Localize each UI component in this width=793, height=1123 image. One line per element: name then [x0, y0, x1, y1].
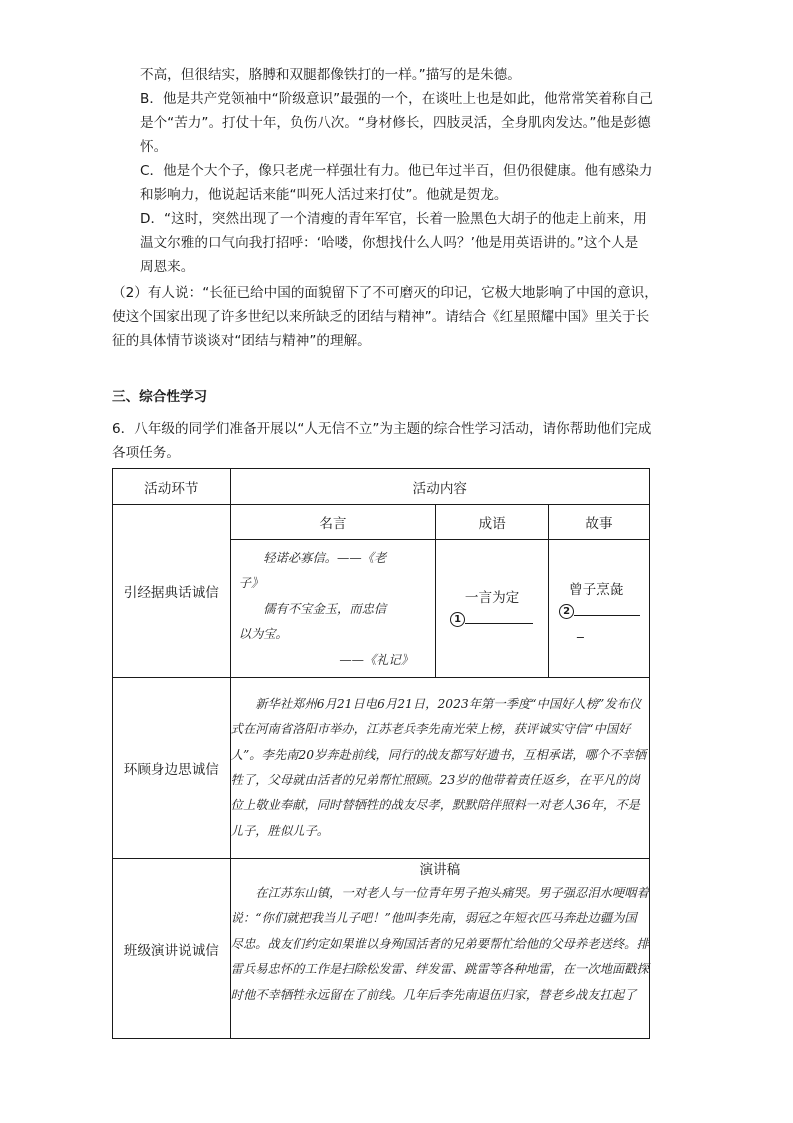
story-title: 曾子烹彘 [569, 581, 624, 598]
row2-content-cell [230, 678, 649, 859]
section-title: 三、综合性学习 [112, 389, 208, 405]
idiom-text: 一言为定 [464, 589, 520, 606]
row1-idiom-cell [436, 540, 549, 678]
quote-line: ——《礼记》 [339, 652, 414, 667]
speech-paragraph: 在江苏东山镇，一对老人与一位青年男子抱头痛哭。男子强忍泪水哽咽着说：“你们就把我当儿子吧！”他叫李先南，弱冠之年短衣匹马奔赴边疆为国尽忠。战友们约定如果谁以身殉国活者的兄弟要帮忙给他的父母养老送终。排雷兵易忠怀的工作是扫除松发雷、绊发雷、跳雷等各种地雷，在一次地面戳探时他不幸牺牲永远留在了前线。几年后李先南退伍归家，替老乡战友扛起了 [230, 886, 649, 1002]
answer-1-blank[interactable] [465, 609, 533, 624]
question-6-line: 6．八年级的同学们准备开展以“人无信不立”为主题的综合性学习活动，请你帮助他们完成 [112, 421, 652, 437]
row3-stage: 班级演讲说诚信 [113, 859, 231, 1039]
question-2-line: 征的具体情节谈谈对“团结与精神”的理解。 [112, 333, 371, 349]
news-paragraph: 新华社郑州6月21日电6月21日，2023年第一季度“中国好人榜”发布仪式在河南省洛阳市举办，江苏老兵李先南光荣上榜，获评诚实守信“中国好人”。李先南20岁奔赴前线，同行的战友都写好遗书，互相承诺，哪个不幸牺牲了，父母就由活者的兄弟帮忙照顾。23岁的他带着责任返乡，在平凡的岗位上敬业奉献，同时替牺牲的战友尽孝，默默陪伴照料一对老人36年，不是儿子，胜似儿子。 [230, 696, 647, 838]
text-line: 怀。 [140, 139, 168, 155]
quote-line: 儒有不宝金玉，而忠信 [263, 601, 387, 616]
subheader-quote: 名言 [230, 505, 436, 540]
answer-2-marker: 2 [559, 604, 574, 619]
answer-1-marker: 1 [450, 612, 465, 627]
text-line: 不高，但很结实，胳膊和双腿都像铁打的一样。”描写的是朱德。 [140, 67, 521, 83]
header-stage: 活动环节 [113, 469, 231, 505]
quote-line: 子》 [238, 576, 264, 591]
row3-content-cell [230, 859, 649, 1039]
row1-stage: 引经据典话诚信 [113, 505, 231, 678]
question-2-line: 使这个国家出现了许多世纪以来所缺乏的团结与精神”。请结合《红星照耀中国》里关于长 [112, 309, 650, 325]
subheader-story: 故事 [549, 505, 650, 540]
option-c-line: C．他是个大个子，像只老虎一样强壮有力。他已年过半百，但仍很健康。他有感染力 [140, 163, 653, 179]
row1-quote-cell [230, 540, 436, 678]
row2-stage: 环顾身边思诚信 [113, 678, 231, 859]
quote-line: 以为宝。 [238, 627, 288, 642]
answer-2-tail: _ [577, 622, 584, 639]
text-line: 温文尔雅的口气向我打招呼：‘哈喽，你想找什么人吗？’他是用英语讲的。”这个人是 [140, 235, 639, 251]
speech-title: 演讲稿 [419, 862, 461, 878]
quote-line: 轻诺必寡信。——《老 [263, 550, 387, 565]
row1-story-cell [549, 540, 650, 678]
question-2-line: （2）有人说：“长征已给中国的面貌留下了不可磨灭的印记，它极大地影响了中国的意识， [112, 285, 658, 301]
text-line: 和影响力，他说起话来能“叫死人活过来打仗”。他就是贺龙。 [140, 187, 508, 203]
answer-2-blank[interactable] [574, 601, 640, 616]
text-line: 是个“苦力”。打仗十年，负伤八次。“身材修长，四肢灵活，全身肌肉发达。”他是彭德 [140, 115, 651, 131]
question-6-line: 各项任务。 [112, 445, 180, 461]
option-d-line: D．“这时，突然出现了一个清瘦的青年军官，长着一脸黑色大胡子的他走上前来，用 [140, 211, 647, 227]
text-line: 周恩来。 [140, 259, 195, 275]
header-content: 活动内容 [230, 469, 649, 505]
option-b-line: B．他是共产党领袖中“阶级意识”最强的一个，在谈吐上也是如此，他常常笑着称自己 [140, 91, 653, 107]
subheader-idiom: 成语 [436, 505, 549, 540]
activity-table [112, 468, 650, 1039]
